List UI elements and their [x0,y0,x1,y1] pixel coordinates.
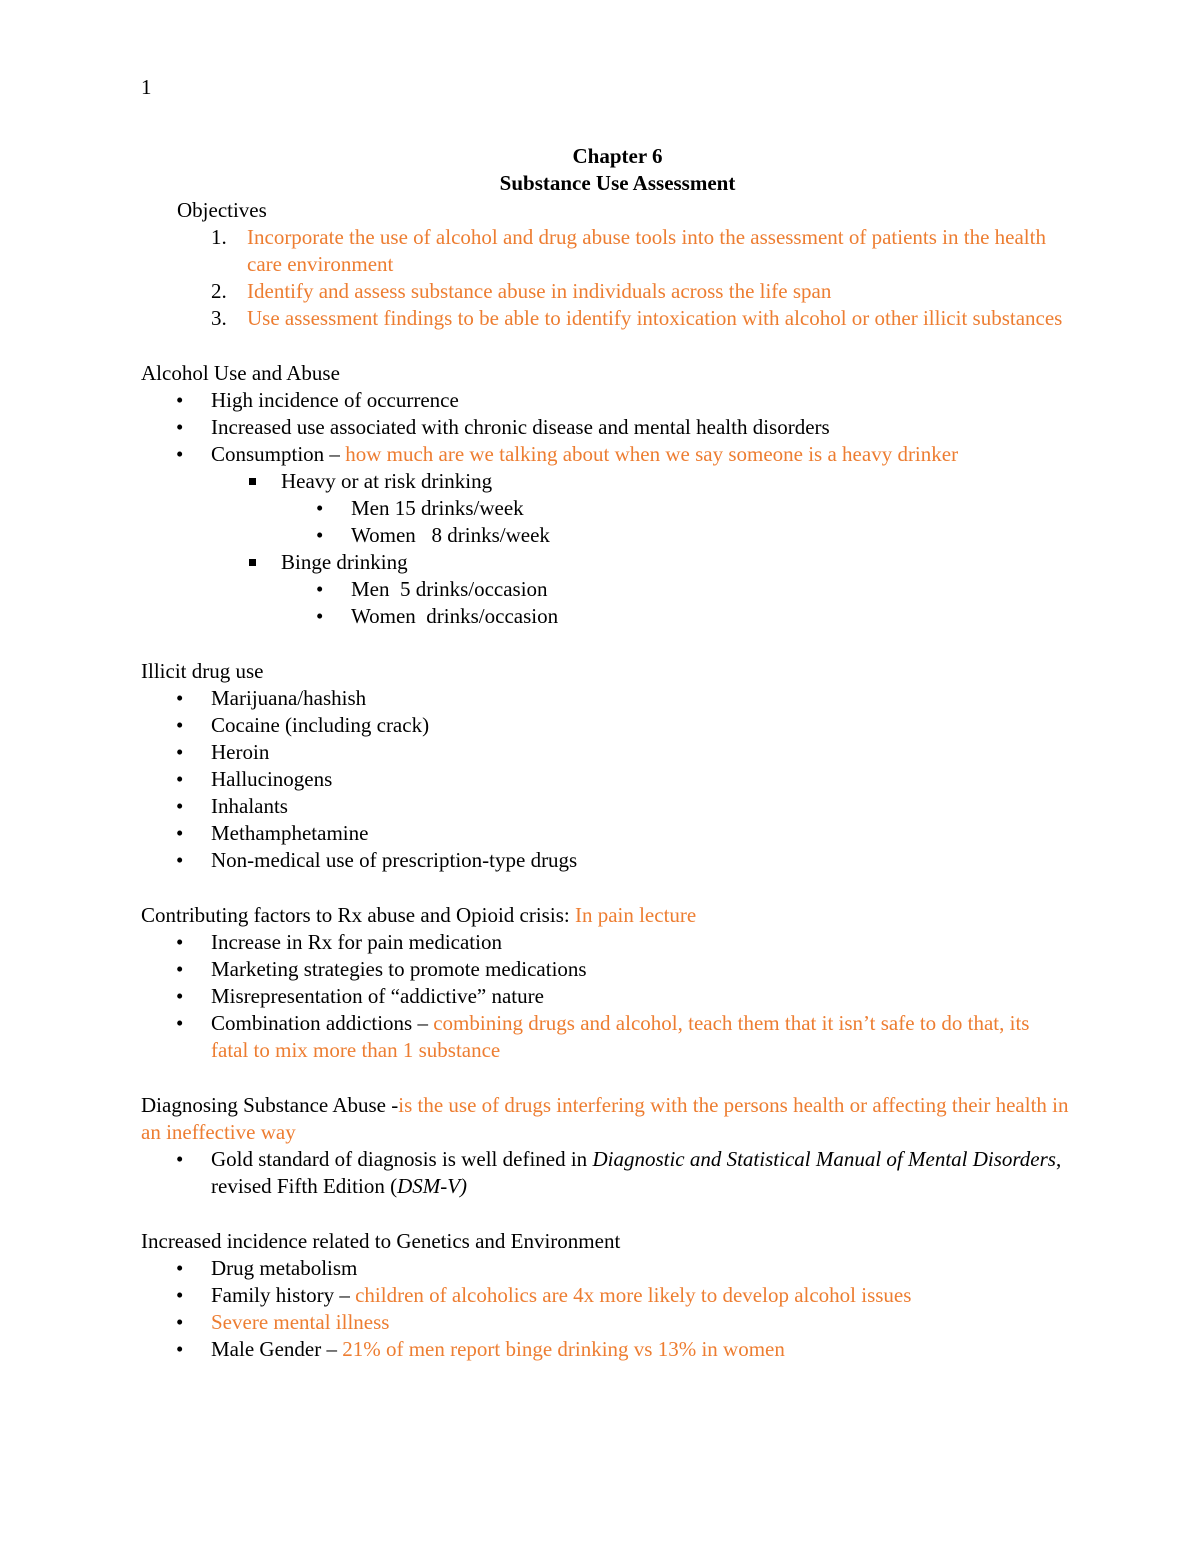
objective-item [141,224,1071,278]
binge-drinking-sublist [281,576,1071,630]
list-item-text: , revised Fifth Edition ( [211,1147,1062,1198]
bullet-icon: • [176,415,184,439]
list-item [141,983,1071,1010]
list-item-text: Combination addictions – [211,1011,434,1035]
objectives-heading: Objectives [177,198,267,222]
objective-number: 3. [211,306,227,330]
bullet-icon: • [176,1337,184,1361]
objective-item [141,278,1071,305]
illicit-drug-section [141,658,1071,874]
annotation-note: is the use of drugs interfering with the persons health or affecting their health in an ineffective way [141,1093,1069,1144]
list-item-text: Men 5 drinks/occasion [351,577,548,601]
list-item-text: Family history – [211,1283,356,1307]
chapter-title: Chapter 6 [572,144,663,168]
list-item [141,441,1071,630]
list-item [141,414,1071,441]
square-bullet-icon [249,478,256,485]
list-item [141,1010,1071,1064]
bullet-icon: • [176,442,184,466]
alcohol-list [141,387,1071,630]
bullet-icon: • [316,523,324,547]
list-item-text: Methamphetamine [211,821,369,845]
bullet-icon: • [176,1011,184,1035]
bullet-icon: • [316,577,324,601]
heavy-drinking-sublist [281,495,1071,549]
list-item-text: High incidence of occurrence [211,388,459,412]
list-item-text: Men 15 drinks/week [351,496,524,520]
annotation-note: combining drugs and alcohol, teach them that it isn’t safe to do that, its fatal to mix more than 1 substance [211,1011,1030,1062]
bullet-icon: • [176,686,184,710]
list-item [281,576,1071,603]
list-item-text: Hallucinogens [211,767,333,791]
list-item [281,495,1071,522]
list-item [211,549,1071,630]
chapter-subtitle: Substance Use Assessment [499,171,736,195]
list-item [141,1146,1071,1200]
bullet-icon: • [176,740,184,764]
genetics-section [141,1228,1071,1363]
square-bullet-icon [249,559,256,566]
list-item-text: Women drinks/occasion [351,604,559,628]
bullet-icon: • [316,604,324,628]
rx-heading [141,902,1071,929]
list-item [141,1282,1071,1309]
list-item-text: Inhalants [211,794,288,818]
annotation-note: Severe mental illness [211,1310,390,1334]
objective-number: 1. [211,225,227,249]
list-item [281,603,1071,630]
list-item-text: Marketing strategies to promote medications [211,957,587,981]
list-item-text: Non-medical use of prescription-type drugs [211,848,578,872]
objective-number: 2. [211,279,227,303]
list-item-text: Drug metabolism [211,1256,358,1280]
rx-abuse-section [141,902,1071,1064]
list-item-text: Cocaine (including crack) [211,713,430,737]
objective-text: Incorporate the use of alcohol and drug abuse tools into the assessment of patients in the health care environment [247,225,1046,276]
bullet-icon: • [176,957,184,981]
page-number: 1 [141,75,152,99]
genetics-heading: Increased incidence related to Genetics and Environment [141,1229,621,1253]
objective-text: Identify and assess substance abuse in individuals across the life span [247,279,832,303]
bullet-icon: • [316,496,324,520]
diagnosing-list [141,1146,1071,1200]
bullet-icon: • [176,1283,184,1307]
annotation-note: 21% of men report binge drinking vs 13% in women [342,1337,785,1361]
list-item [141,739,1071,766]
bullet-icon: • [176,1256,184,1280]
list-item [141,685,1071,712]
list-item [141,387,1071,414]
diagnosing-section [141,1092,1071,1200]
bullet-icon: • [176,767,184,791]
bullet-icon: • [176,821,184,845]
list-item-text: Women 8 drinks/week [351,523,550,547]
objective-item [141,305,1071,332]
bullet-icon: • [176,713,184,737]
alcohol-heading: Alcohol Use and Abuse [141,361,340,385]
list-item [281,522,1071,549]
diagnosing-heading-text: Diagnosing Substance Abuse - [141,1093,399,1117]
genetics-list [141,1255,1071,1363]
list-item [141,1255,1071,1282]
objectives-list [141,224,1071,332]
bullet-icon: • [176,388,184,412]
diagnosing-heading [141,1092,1071,1146]
list-item [141,712,1071,739]
bullet-icon: • [176,1147,184,1171]
list-item-text: Increased use associated with chronic disease and mental health disorders [211,415,830,439]
list-item [141,847,1071,874]
list-item-text: Heavy or at risk drinking [281,469,493,493]
bullet-icon: • [176,930,184,954]
list-item-text: Binge drinking [281,550,408,574]
list-item [141,766,1071,793]
list-item-text: Increase in Rx for pain medication [211,930,502,954]
rx-heading-text: Contributing factors to Rx abuse and Opioid crisis: [141,903,575,927]
list-item-text: Gold standard of diagnosis is well defined in [211,1147,593,1171]
list-item [141,1309,1071,1336]
list-item [141,956,1071,983]
list-item [141,1336,1071,1363]
alcohol-section [141,360,1071,630]
objective-text: Use assessment findings to be able to identify intoxication with alcohol or other illicit substances [247,306,1063,330]
list-item-text: Marijuana/hashish [211,686,367,710]
rx-list [141,929,1071,1064]
manual-abbrev: DSM-V) [397,1174,468,1198]
bullet-icon: • [176,984,184,1008]
objectives-section [141,197,1071,332]
list-item [141,820,1071,847]
bullet-icon: • [176,848,184,872]
illicit-list [141,685,1071,874]
list-item [211,468,1071,549]
annotation-note: how much are we talking about when we say someone is a heavy drinker [345,442,959,466]
list-item [141,793,1071,820]
bullet-icon: • [176,794,184,818]
manual-title: Diagnostic and Statistical Manual of Mental Disorders [592,1147,1056,1171]
annotation-note: In pain lecture [574,903,697,927]
list-item-text: Heroin [211,740,270,764]
list-item-text: Misrepresentation of “addictive” nature [211,984,544,1008]
list-item [141,929,1071,956]
illicit-heading: Illicit drug use [141,659,264,683]
annotation-note: children of alcoholics are 4x more likely to develop alcohol issues [355,1283,912,1307]
consumption-sublist [211,468,1071,630]
document-body [141,197,1071,1363]
list-item-text: Male Gender – [211,1337,343,1361]
list-item-text: Consumption – [211,442,346,466]
bullet-icon: • [176,1310,184,1334]
